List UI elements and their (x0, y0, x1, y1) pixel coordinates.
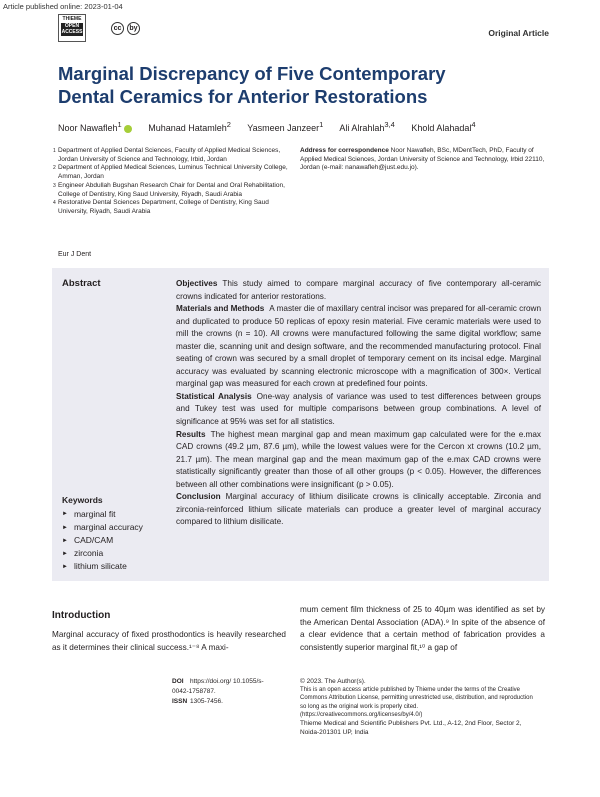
license-text: This is an open access article published by Thieme under the terms of the Creative Commons Attribution License, permitting unrestricted use, distribution, and reproduction so long as the original work is properly cited. (https://creativecommons.org/licenses/by/4.0/) (300, 687, 533, 718)
logo-line-open: OPEN (61, 23, 83, 30)
publication-note: Article published online: 2023-01-04 (3, 2, 123, 11)
affiliation-text: Department of Applied Dental Sciences, Faculty of Applied Medical Sciences, Jordan University of Science and Technology, Irbid, Jordan (58, 147, 281, 163)
affiliations (53, 147, 293, 217)
correspondence-label: Address for correspondence (300, 147, 389, 154)
author-list (58, 120, 538, 133)
abstract-section (176, 391, 541, 429)
cc-icon: cc (111, 22, 124, 35)
section-text: This study aimed to compare marginal accuracy of five contemporary all-ceramic crowns indicated for anterior restorations. (176, 279, 541, 301)
affiliation (53, 199, 293, 216)
section-label: Objectives (176, 279, 218, 288)
logo-line-thieme: THIEME (62, 16, 82, 22)
issn-value: 1305-7456. (190, 698, 223, 705)
abstract-section (176, 491, 541, 529)
author (58, 120, 132, 133)
abstract-section (176, 429, 541, 492)
license-icons (111, 22, 140, 35)
thieme-open-access-logo (58, 14, 86, 42)
copyright-block (300, 677, 540, 737)
affiliation-text: Engineer Abdullah Bugshan Research Chair for Dental and Oral Rehabilitation, College of Dentistry, King Saud University, Riyadh, Saudi Arabia (58, 181, 285, 198)
section-label: Statistical Analysis (176, 391, 252, 401)
section-label: Materials and Methods (176, 304, 265, 314)
author-affiliation-mark: 1 (117, 120, 122, 129)
author-affiliation-mark: 2 (226, 120, 231, 129)
affiliation-number: 3 (53, 182, 56, 189)
doi-line (172, 677, 272, 697)
keywords-list (62, 508, 143, 573)
affiliation (53, 182, 293, 199)
keywords-heading: Keywords (62, 495, 103, 505)
correspondence-text: Noor Nawafleh, BSc, MDentTech, PhD, Faculty of Applied Medical Sciences, Jordan University of Science and Technology, Irbid 22110, Jordan (e-mail: nanawafleh@just.edu.jo). (300, 147, 545, 172)
affiliation-number: 1 (53, 148, 56, 154)
author-name: Ali Alrahlah (339, 123, 385, 133)
article-type: Original Article (488, 28, 549, 38)
author-affiliation-mark: 4 (471, 120, 476, 129)
copyright-line: © 2023. The Author(s). (300, 678, 366, 685)
section-label: Conclusion (176, 492, 221, 502)
author-affiliation-mark: 3,4 (384, 120, 395, 129)
abstract-section (176, 303, 541, 391)
body-column-right (300, 604, 545, 654)
section-text: The highest mean marginal gap and mean maximum gap calculated were for the e.max CAD crowns (49.2 µm, 87.6 µm), while the lowest values were for the Cercon xt crowns (10.2 µm, 21.7 µm). The mean marginal gap and the mean maximum gap of the e.max CAD crowns were statistically significantly greater than those of all other groups (p < 0.05). However, the differences between all other combinations were insignificant (p > 0.05). (176, 429, 541, 489)
issn-line (172, 697, 272, 707)
affiliation-text: Restorative Dental Sciences Department, College of Dentistry, King Saud University, Riyadh, Saudi Arabia (58, 199, 269, 215)
abstract-heading: Abstract (62, 278, 101, 289)
keyword: ► CAD/CAM (62, 534, 143, 547)
section-label: Results (176, 429, 206, 439)
author (247, 120, 324, 133)
doi-link[interactable]: https://doi.org/ 10.1055/s-0042-1758787. (172, 678, 264, 695)
issn-label: ISSN (172, 698, 188, 705)
paragraph: Marginal accuracy of fixed prosthodontics is heavily researched as it determines their clinical success.¹⁻⁸ A maxi- (52, 630, 286, 652)
author-name: Muhanad Hatamleh (148, 123, 227, 133)
introduction-heading: Introduction (52, 610, 111, 621)
orcid-icon[interactable] (124, 125, 132, 133)
keyword: ► lithium silicate (62, 560, 143, 573)
logo-line-access: ACCESS (61, 29, 83, 35)
keyword: ► marginal fit (62, 508, 143, 521)
keyword: ► marginal accuracy (62, 521, 143, 534)
abstract-body (176, 278, 541, 529)
affiliation-number: 2 (53, 165, 56, 172)
author-name: Yasmeen Janzeer (247, 123, 320, 133)
affiliation-number: 4 (53, 200, 56, 207)
author (411, 120, 476, 133)
author-name: Khold Alahadal (411, 123, 472, 133)
section-text: One-way analysis of variance was used to test differences between groups and Tukey test was used for multiple comparisons between group combinations. A level of significance at 95% was set for all statistics. (176, 391, 541, 427)
abstract-section (176, 278, 541, 303)
affiliation (53, 147, 293, 164)
correspondence (300, 147, 545, 173)
publisher-address: Thieme Medical and Scientific Publishers Pvt. Ltd., A-12, 2nd Floor, Sector 2, Noida-201301 UP, India (300, 719, 522, 736)
affiliation (53, 164, 293, 181)
body-column-left (52, 629, 286, 654)
paragraph: mum cement film thickness of 25 to 40µm was identified as set by the American Dental Association (ADA).⁹ In spite of the absence of a clear evidence that a certain method of fabrication provides a consistently superior marginal fit,¹⁰ a gap of (300, 605, 545, 652)
author (339, 120, 395, 133)
author (148, 120, 231, 133)
doi-issn-block (172, 677, 272, 707)
by-icon: by (127, 22, 140, 35)
journal-name: Eur J Dent (58, 251, 92, 258)
keyword: ► zirconia (62, 547, 143, 560)
author-name: Noor Nawafleh (58, 123, 118, 133)
affiliation-text: Department of Applied Medical Sciences, Luminus Technical University College, Amman, Jordan (58, 164, 288, 181)
section-text: A master die of maxillary central incisor was prepared for all-ceramic crown and duplicated to produce 50 replicas of epoxy resin material. Five ceramic materials were used to mill the crowns (n = 10). All crowns were manufactured following the same digital workflow; same master die, scanning unit and design software, and the recommended manufacturing protocol. Final seating of crown was secured by a small droplet of temporary cement on its incisal edge. Marginal accuracy was evaluated by scanning electronic microscope with a magnification of 300×. Vertical marginal gap was measured for each crown at predefined four points. (176, 304, 541, 389)
article-title: Marginal Discrepancy of Five Contemporary Dental Ceramics for Anterior Restorations (58, 63, 446, 107)
author-affiliation-mark: 1 (319, 120, 324, 129)
section-text: Marginal accuracy of lithium disilicate crowns is clinically acceptable. Zirconia and zirconia-reinforced lithium silicate materials can produce a greater level of marginal accuracy compared to lithium disilicate. (176, 492, 541, 527)
doi-label: DOI (172, 678, 184, 685)
